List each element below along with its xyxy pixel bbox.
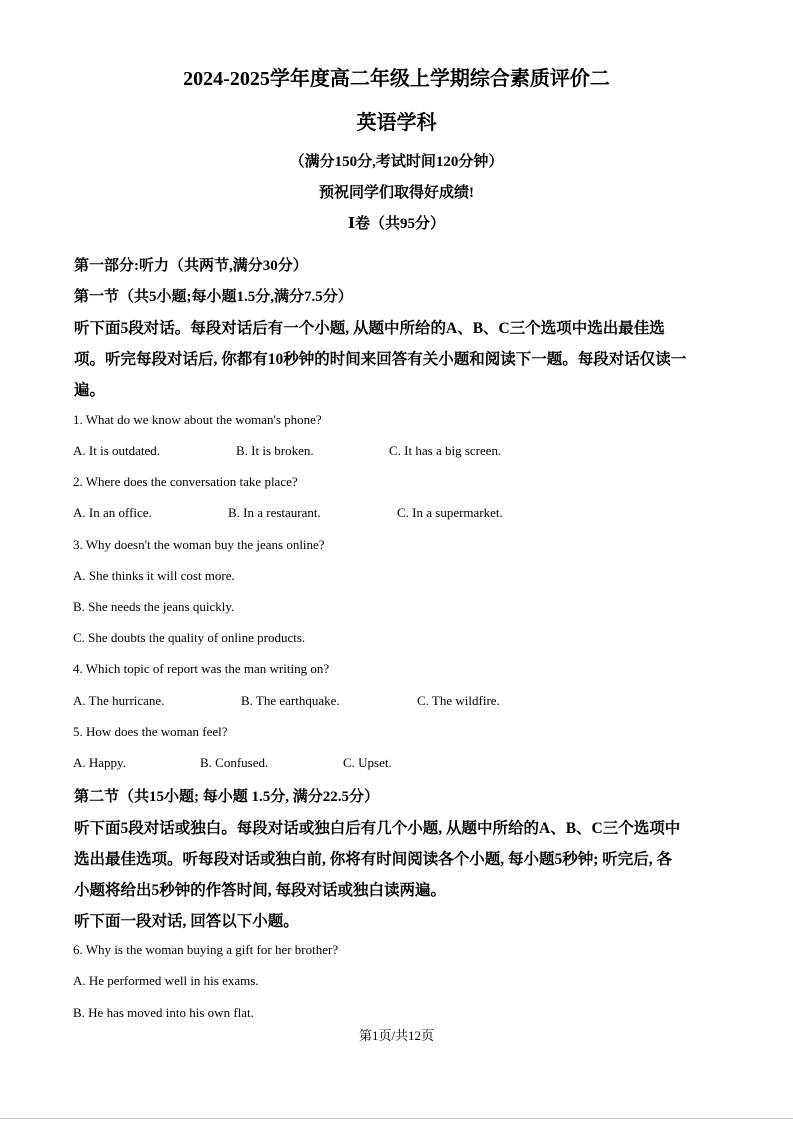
question-stem: 2. Where does the conversation take place? xyxy=(73,474,298,489)
subject-title: 英语学科 xyxy=(356,112,437,134)
section1-instruction-line: 项。听完每段对话后, 你都有10秒钟的时间来回答有关小题和阅读下一题。每段对话仅读一 xyxy=(74,351,687,368)
section2-instruction-line: 选出最佳选项。听每段对话或独白前, 你将有时间阅读各个小题, 每小题5秒钟; 听完后, 各 xyxy=(74,851,673,868)
section2-instruction-line: 听下面5段对话或独白。每段对话或独白后有几个小题, 从题中所给的A、B、C三个选项中 xyxy=(74,820,681,837)
section1-instruction-line: 听下面5段对话。每段对话后有一个小题, 从题中所给的A、B、C三个选项中选出最佳选 xyxy=(74,320,665,337)
option-b: B. Confused. xyxy=(200,755,269,770)
section1-heading: 第一节（共5小题;每小题1.5分,满分7.5分） xyxy=(74,289,353,305)
option-a: A. Happy. xyxy=(73,755,126,770)
question-stem: 1. What do we know about the woman's phone? xyxy=(73,412,322,427)
option-a: A. The hurricane. xyxy=(73,693,165,708)
section2-sub-instruction: 听下面一段对话, 回答以下小题。 xyxy=(74,913,299,930)
page-bottom-divider xyxy=(0,1118,793,1119)
option-b: B. It is broken. xyxy=(236,443,314,458)
section1-instruction-line: 遍。 xyxy=(74,382,106,399)
option-b: B. She needs the jeans quickly. xyxy=(73,599,235,614)
question-stem: 5. How does the woman feel? xyxy=(73,724,228,739)
option-c: C. Upset. xyxy=(343,755,392,770)
option-a: A. He performed well in his exams. xyxy=(73,973,259,988)
question-stem: 6. Why is the woman buying a gift for her brother? xyxy=(73,942,339,957)
option-b: B. The earthquake. xyxy=(241,693,340,708)
option-a: A. She thinks it will cost more. xyxy=(73,568,235,583)
section2-heading: 第二节（共15小题; 每小题 1.5分, 满分22.5分） xyxy=(74,789,379,805)
part1-heading: 第一部分:听力（共两节,满分30分） xyxy=(74,258,308,274)
option-a: A. In an office. xyxy=(73,505,152,520)
option-b: B. In a restaurant. xyxy=(228,505,321,520)
option-b: B. He has moved into his own flat. xyxy=(73,1005,254,1020)
score-info: （满分150分,考试时间120分钟） xyxy=(289,154,504,170)
option-c: C. She doubts the quality of online products. xyxy=(73,630,306,645)
option-a: A. It is outdated. xyxy=(73,443,161,458)
option-c: C. In a supermarket. xyxy=(397,505,503,520)
option-c: C. It has a big screen. xyxy=(389,443,502,458)
page-number: 第1页/共12页 xyxy=(358,1028,435,1043)
option-c: C. The wildfire. xyxy=(417,693,500,708)
section2-instruction-line: 小题将给出5秒钟的作答时间, 每段对话或独白读两遍。 xyxy=(74,882,447,899)
question-stem: 3. Why doesn't the woman buy the jeans online? xyxy=(73,537,325,552)
wish-text: 预祝同学们取得好成绩! xyxy=(319,185,474,201)
exam-title: 2024-2025学年度高二年级上学期综合素质评价二 xyxy=(183,68,610,90)
volume-label: Ⅰ卷（共95分） xyxy=(347,216,446,232)
question-stem: 4. Which topic of report was the man writing on? xyxy=(73,661,330,676)
